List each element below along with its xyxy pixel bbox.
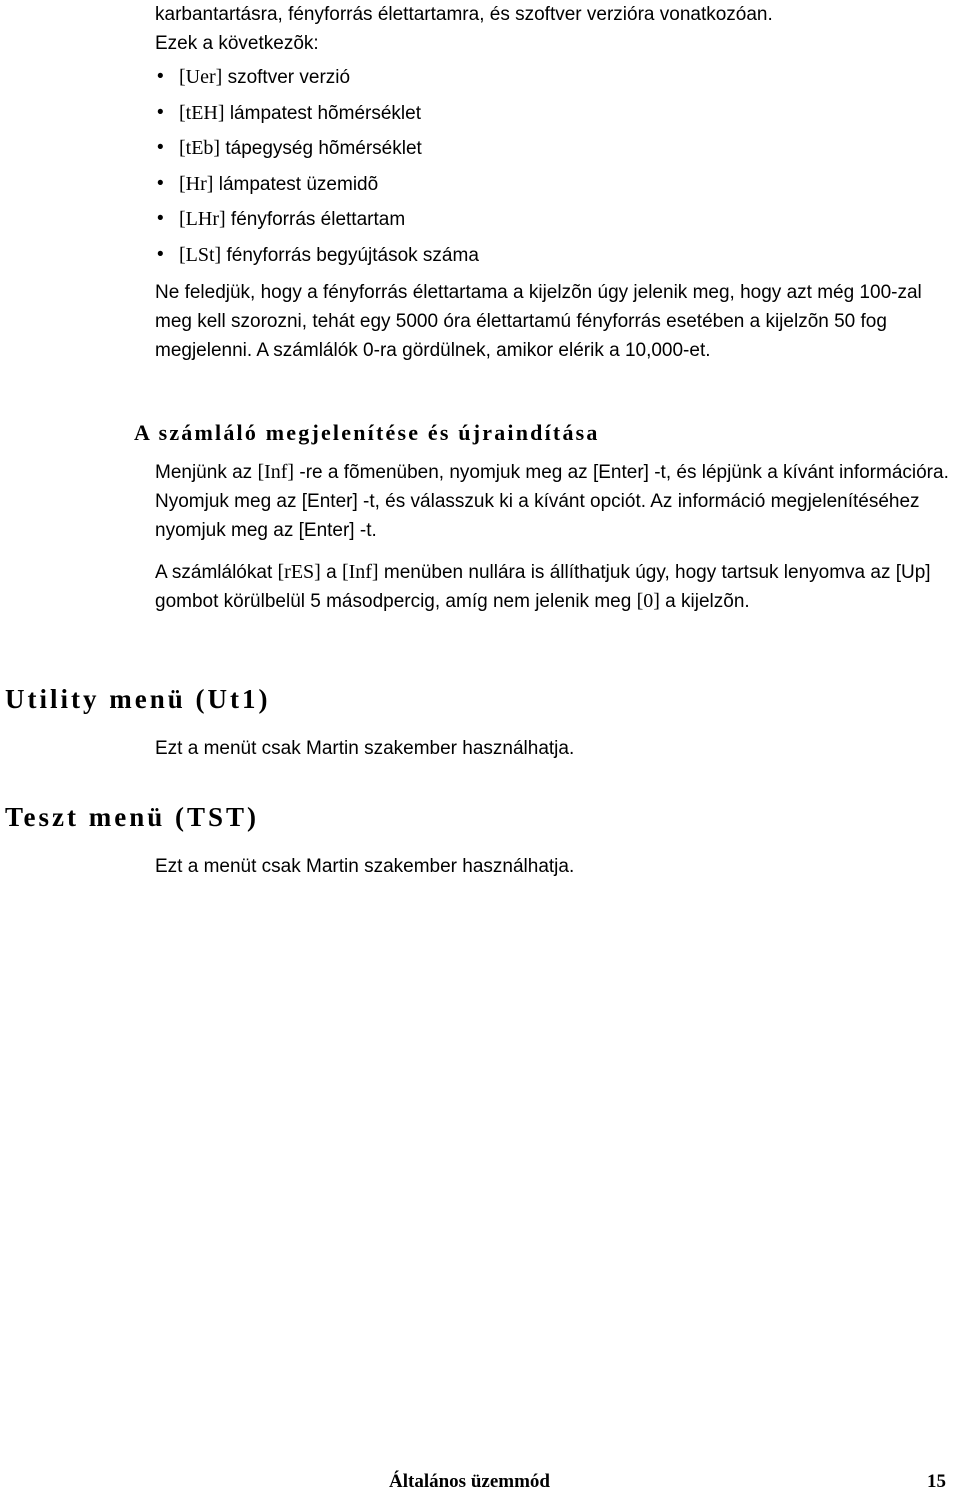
counter-paragraph-2 xyxy=(155,558,955,616)
counter-list-block xyxy=(155,60,955,273)
text-run: A számlálókat xyxy=(155,562,278,583)
list-item-label: szoftver verzió xyxy=(222,67,351,88)
bullet-icon: • xyxy=(157,208,164,229)
text-run: menüben nullára is állíthatjuk úgy, hogy tartsuk lenyomva az [Up] gombot körülbelül 5 másodpercig, amíg nem jelenik meg xyxy=(155,562,931,612)
text-run: -re a fõmenüben, nyomjuk meg az [Enter] -t, és lépjünk a kívánt információra. Nyomjuk meg az [Enter] -t, és válasszuk ki a kívánt opciót. Az információ megjelenítéséhez nyomjuk meg az [Enter] -t. xyxy=(155,462,949,541)
display-code: [LSt] xyxy=(179,243,222,266)
list-item xyxy=(155,202,955,238)
footer-title: Általános üzemmód xyxy=(389,1471,550,1492)
bullet-icon: • xyxy=(157,66,164,87)
text-run: Menjünk az xyxy=(155,462,258,483)
test-text: Ezt a menüt csak Martin szakember használhatja. xyxy=(155,856,575,877)
list-item xyxy=(155,96,955,132)
display-code: [Inf] xyxy=(257,461,295,483)
counter-paragraph-1 xyxy=(155,458,955,545)
bullet-icon: • xyxy=(157,243,164,265)
display-code: [tEb] xyxy=(179,137,221,159)
display-code: [LHr] xyxy=(179,208,226,230)
test-text-block xyxy=(155,852,955,881)
section-heading-counter: A számláló megjelenítése és újraindítása xyxy=(134,420,600,445)
utility-text: Ezt a menüt csak Martin szakember használhatja. xyxy=(155,738,575,759)
counter-list xyxy=(155,60,955,273)
note-block xyxy=(155,278,955,365)
text-run: a xyxy=(320,562,342,583)
text-run: a kijelzõn. xyxy=(659,591,750,612)
section-heading-test: Teszt menü (TST) xyxy=(5,802,260,832)
display-code: [Uer] xyxy=(179,66,223,88)
display-code: [Hr] xyxy=(179,172,214,195)
bullet-icon: • xyxy=(157,101,164,123)
counter-para-2-block xyxy=(155,558,955,616)
intro-line-2: Ezek a következõk: xyxy=(155,33,319,54)
list-item xyxy=(155,238,955,274)
bullet-icon: • xyxy=(157,137,164,158)
list-item-label: lámpatest üzemidõ xyxy=(213,173,379,195)
intro-line-1: karbantartásra, fényforrás élettartamra, és szoftver verzióra vonatkozóan. xyxy=(155,4,773,25)
display-code: [rES] xyxy=(277,561,321,583)
list-item-label: tápegység hõmérséklet xyxy=(220,138,422,159)
list-item-label: fényforrás begyújtások száma xyxy=(221,244,479,266)
display-code: [tEH] xyxy=(179,101,225,124)
list-item-label: lámpatest hõmérséklet xyxy=(224,102,421,124)
list-item xyxy=(155,167,955,203)
display-code: [Inf] xyxy=(341,561,379,583)
list-item xyxy=(155,60,955,96)
bullet-icon: • xyxy=(157,172,164,194)
note-paragraph: Ne feledjük, hogy a fényforrás élettartama a kijelzõn úgy jelenik meg, hogy azt még 100-zal meg kell szorozni, tehát egy 5000 óra élettartamú fényforrás esetében a kijelzõn 50 fog megjelenni. A számlálók 0-ra gördülnek, amikor elérik a 10,000-et. xyxy=(155,282,922,361)
intro-block xyxy=(155,0,955,58)
page-number: 15 xyxy=(927,1471,946,1492)
section-heading-utility: Utility menü (Ut1) xyxy=(5,684,271,714)
list-item-label: fényforrás élettartam xyxy=(225,209,406,230)
display-code: [0] xyxy=(636,590,660,612)
utility-text-block xyxy=(155,734,955,763)
list-item xyxy=(155,131,955,167)
counter-para-1-block xyxy=(155,458,955,545)
